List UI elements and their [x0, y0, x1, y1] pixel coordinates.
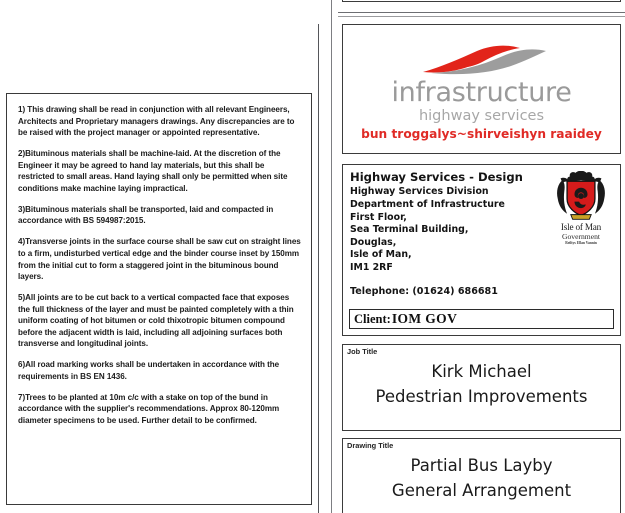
job-title-line: Pedestrian Improvements [375, 387, 588, 406]
note-item: 7)Trees to be planted at 10m c/c with a stake on top of the bund in accordance with the supplier's recommendations. Approx 80-120mm diameter specimens to be used. Further detail to be confirmed. [18, 392, 280, 426]
logo-cell [342, 24, 621, 154]
crest-artwork-icon [550, 171, 612, 223]
address-heading: Highway Services - Design [350, 170, 523, 184]
crest-caption-manx: Reiltys Ellan Vannin [565, 241, 597, 246]
logo-wordmark: infrastructure [391, 76, 572, 108]
cropped-top-cell [342, 0, 621, 2]
address-line: Isle of Man, [350, 249, 412, 261]
logo-subtitle: highway services [418, 107, 545, 124]
address-line: Sea Terminal Building, [350, 224, 469, 236]
client-label: Client: [354, 311, 391, 326]
address-line: IM1 2RF [350, 261, 393, 273]
address-cell [342, 164, 621, 336]
general-notes-box [6, 93, 312, 505]
note-item: 6)All road marking works shall be undertaken in accordance with the requirements in BS EN 1436. [18, 360, 280, 381]
logo-manx-text: bun troggalys~shirveishyn raaidey [361, 127, 602, 142]
address-line: First Floor, [350, 211, 407, 223]
note-item: 3)Bituminous materials shall be transported, laid and compacted in accordance with BS 594987:2015. [18, 204, 274, 226]
infrastructure-swoosh-icon [407, 42, 557, 78]
sheet-border-inner-rule [318, 24, 319, 513]
note-item: 2)Bituminous materials shall be machine-laid. At the discretion of the Engineer it may be agreed to hand lay materials, but this shall be restricted to small areas. Hand laying shall only be permitted when site conditions make machine laying impractical. [18, 149, 288, 193]
job-title-line: Kirk Michael [431, 362, 532, 381]
crest-caption-primary: Isle of Man [560, 222, 602, 232]
drawing-title-caption: Drawing Title [347, 441, 394, 450]
drawing-title-line: Partial Bus Layby [410, 456, 553, 475]
crest-caption-secondary: Government [562, 232, 600, 242]
drawing-title-cell [342, 438, 621, 513]
client-value: IOM GOV [391, 311, 458, 326]
telephone-line: Telephone: (01624) 686681 [350, 286, 498, 298]
address-line: Department of Infrastructure [350, 198, 505, 210]
title-block-panel [338, 0, 625, 513]
note-item: 5)All joints are to be cut back to a vertical compacted face that exposes the full thickness of the layer and must be painted completely with a thin uniform coating of hot bitumen or cold thixotropic bitumen compound before the adjacent width is laid, including all adjoining surfaces both transverse and longitudinal joints. [18, 293, 294, 349]
panel-separator-line [338, 12, 625, 13]
address-line: Douglas, [350, 236, 397, 248]
isle-of-man-crest [550, 171, 612, 247]
panel-separator-line-secondary [338, 16, 625, 17]
client-field [349, 309, 614, 329]
job-title-caption: Job Title [347, 347, 378, 356]
drawing-title-line: General Arrangement [391, 481, 572, 500]
note-item: 4)Transverse joints in the surface course shall be saw cut on straight lines to a firm, undisturbed vertical edge and the binder course inset by 150mm from the initial cut to form a staggered joint in the bituminous bound layers. [18, 237, 301, 282]
job-title-cell [342, 344, 621, 431]
sheet-border-outer-rule [331, 0, 332, 513]
note-item: 1) This drawing shall be read in conjunction with all relevant Engineers, Architects and Proprietary managers drawings. Any discrepancies are to be raised with the project manager or appointed representative. [18, 105, 295, 138]
address-line: Highway Services Division [350, 186, 489, 198]
